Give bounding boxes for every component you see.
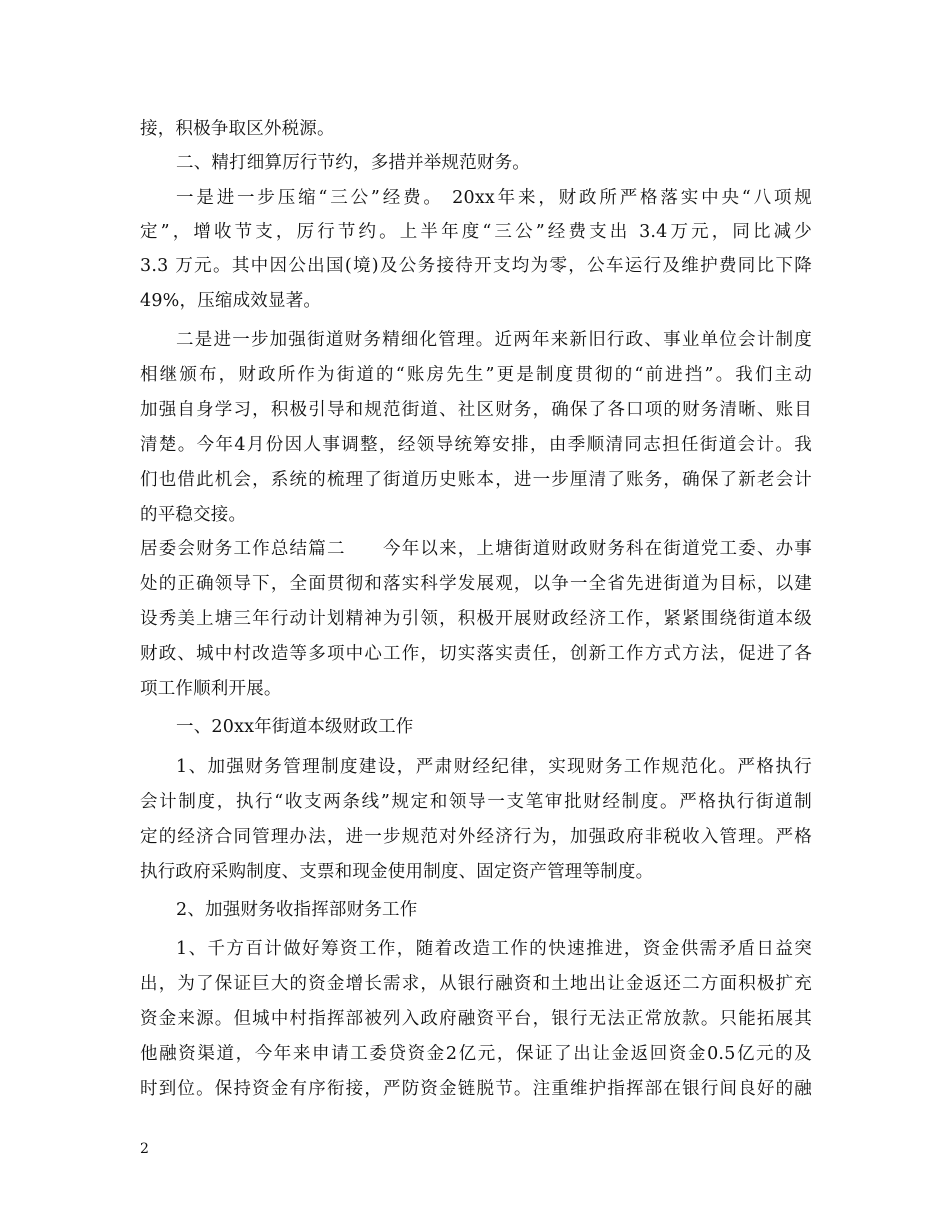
text-line: 他融资渠道，今年来申请工委贷资金2亿元，保证了出让金返回资金0.5亿元的及 (140, 1044, 812, 1064)
text-line: 的平稳交接。 (140, 505, 247, 525)
page-number: 2 (140, 1141, 149, 1157)
section-heading: 一、20xx年街道本级财政工作 (176, 717, 414, 737)
text-line: 加强自身学习，积极引导和规范街道、社区财务，确保了各口项的财务清晰、账目 (140, 400, 812, 420)
text-line: 二是进一步加强街道财务精细化管理。近两年来新旧行政、事业单位会计制度 (176, 330, 812, 350)
text-line: 居委会财务工作总结篇二 今年以来，上塘街道财政财务科在街道党工委、办事 (140, 539, 812, 559)
text-line: 相继颁布，财政所作为街道的“账房先生”更是制度贯彻的“前进挡”。我们主动 (140, 365, 812, 385)
text-line: 一是进一步压缩“三公”经费。 20xx年来，财政所严格落实中央“八项规 (176, 188, 812, 208)
text-line: 会计制度，执行“收支两条线”规定和领导一支笔审批财经制度。严格执行街道制 (140, 792, 812, 812)
text-line: 处的正确领导下，全面贯彻和落实科学发展观，以争一全省先进街道为目标，以建 (140, 574, 812, 594)
text-line: 清楚。今年4月份因人事调整，经领导统筹安排，由季顺清同志担任街道会计。我 (140, 435, 812, 455)
text-line: 1、千方百计做好筹资工作，随着改造工作的快速推进，资金供需矛盾日益突 (176, 939, 812, 959)
text-line: 1、加强财务管理制度建设，严肃财经纪律，实现财务工作规范化。严格执行 (176, 757, 812, 777)
text-line: 们也借此机会，系统的梳理了街道历史账本，进一步厘清了账务，确保了新老会计 (140, 470, 812, 490)
text-line: 设秀美上塘三年行动计划精神为引领，积极开展财政经济工作，紧紧围绕街道本级 (140, 609, 812, 629)
text-line: 执行政府采购制度、支票和现金使用制度、固定资产管理等制度。 (140, 862, 654, 882)
section-heading: 2、加强财务收指挥部财务工作 (176, 900, 418, 920)
text-line: 3.3 万元。其中因公出国(境)及公务接待开支均为零，公车运行及维护费同比下降 (140, 256, 812, 276)
text-line: 时到位。保持资金有序衔接，严防资金链脱节。注重维护指挥部在银行间良好的融 (140, 1079, 812, 1099)
text-line: 项工作顺利开展。 (140, 679, 282, 699)
section-heading: 二、精打细算厉行节约，多措并举规范财务。 (176, 153, 530, 173)
text-line: 出，为了保证巨大的资金增长需求，从银行融资和土地出让金返还二方面积极扩充 (140, 974, 812, 994)
text-line: 资金来源。但城中村指挥部被列入政府融资平台，银行无法正常放款。只能拓展其 (140, 1009, 812, 1029)
text-line: 财政、城中村改造等多项中心工作，切实落实责任，创新工作方式方法，促进了各 (140, 644, 812, 664)
text-line: 49%，压缩成效显著。 (140, 291, 322, 311)
text-line: 定的经济合同管理办法，进一步规范对外经济行为，加强政府非税收入管理。严格 (140, 827, 812, 847)
text-line: 定”，增收节支，厉行节约。上半年度“三公”经费支出 3.4万元，同比减少 (140, 222, 812, 242)
text-line: 接，积极争取区外税源。 (140, 119, 335, 139)
